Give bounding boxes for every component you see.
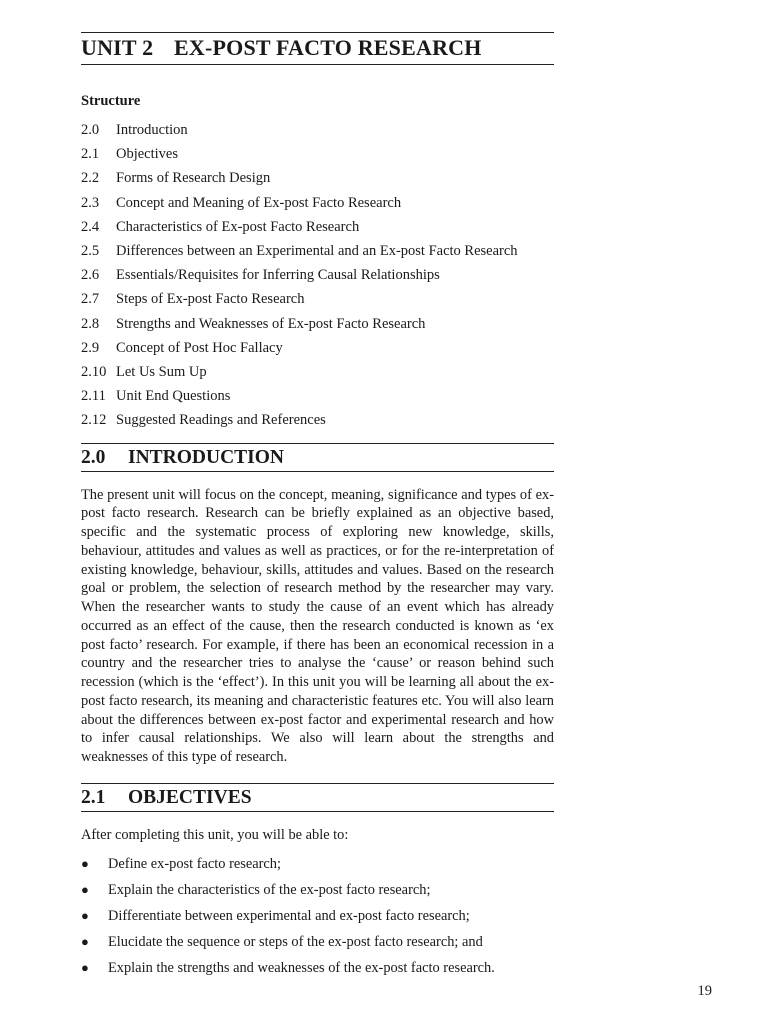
bullet-icon: ● xyxy=(81,933,89,949)
structure-item xyxy=(81,312,554,336)
unit-number: UNIT 2 xyxy=(81,35,154,60)
structure-item-label: Let Us Sum Up xyxy=(116,364,207,381)
structure-item-label: Essentials/Requisites for Inferring Causal Relationships xyxy=(116,267,440,284)
structure-item xyxy=(81,360,554,384)
section-heading xyxy=(81,444,554,471)
structure-item-number: 2.2 xyxy=(81,170,100,187)
structure-item-label: Concept of Post Hoc Fallacy xyxy=(116,339,283,356)
structure-list xyxy=(81,118,554,433)
structure-item xyxy=(81,263,554,287)
structure-item xyxy=(81,384,554,408)
structure-heading: Structure xyxy=(81,93,141,109)
structure-item-number: 2.0 xyxy=(81,122,100,138)
objective-text: Explain the strengths and weaknesses of the ex-post facto research. xyxy=(108,959,495,976)
structure-item-number: 2.4 xyxy=(81,218,100,235)
section-number: 2.1 xyxy=(81,786,106,808)
introduction-paragraph: The present unit will focus on the concept, meaning, significance and types of ex-post facto research. Research can be briefly explained as an objective based, specific and the systematic process of exploring new knowledge, skills, behaviour, attitudes and values as well as practices, or for the re-interpretation of existing knowledge, behaviour, skills, attitudes and values. Based on the research goal or problem, the selection of research method by the researcher may vary. When the researcher wants to study the cause of an event which has already occurred as an effect of the cause, then the research conducted is known as ‘ex post facto’ research. For example, if there has been an economical recession in a country and the researcher tries to analyse the ‘cause’ or reason behind such recession (which is the ‘effect’). In this unit you will be learning all about the ex-post facto research, its meaning and characteristic features etc. You will also learn about the differences between ex-post factor and experimental research and how to infer causal relationships. We also will learn about the strengths and weaknesses of this type of research. xyxy=(81,486,554,766)
unit-title-underline xyxy=(81,64,554,65)
unit-title-text: EX-POST FACTO RESEARCH xyxy=(174,35,482,60)
bullet-icon: ● xyxy=(81,881,89,897)
objective-item xyxy=(81,955,554,981)
objective-item xyxy=(81,929,554,955)
structure-item-label: Suggested Readings and References xyxy=(116,412,326,429)
structure-item-label: Strengths and Weaknesses of Ex-post Facto Research xyxy=(116,315,426,332)
objectives-intro: After completing this unit, you will be able to: xyxy=(81,826,349,843)
section-heading xyxy=(81,784,554,811)
objective-text: Explain the characteristics of the ex-post facto research; xyxy=(108,881,431,898)
structure-item-label: Introduction xyxy=(116,122,188,138)
section-number: 2.0 xyxy=(81,446,106,468)
objective-item xyxy=(81,851,554,877)
objective-item xyxy=(81,903,554,929)
structure-item xyxy=(81,408,554,432)
structure-item xyxy=(81,191,554,215)
structure-item-label: Unit End Questions xyxy=(116,388,231,405)
structure-item xyxy=(81,287,554,311)
introduction-section-header xyxy=(81,443,554,472)
structure-item-number: 2.3 xyxy=(81,194,100,211)
structure-item-number: 2.7 xyxy=(81,291,100,308)
objective-item xyxy=(81,877,554,903)
bullet-icon: ● xyxy=(81,907,89,923)
page-number: 19 xyxy=(697,983,712,999)
bullet-icon: ● xyxy=(81,959,89,975)
structure-item xyxy=(81,215,554,239)
structure-item-label: Objectives xyxy=(116,146,179,163)
structure-item-number: 2.5 xyxy=(81,243,100,260)
objectives-section-header xyxy=(81,783,554,812)
structure-item-number: 2.10 xyxy=(81,364,107,381)
bullet-icon: ● xyxy=(81,855,89,871)
structure-item-number: 2.1 xyxy=(81,146,100,163)
structure-item-label: Concept and Meaning of Ex-post Facto Research xyxy=(116,194,402,211)
structure-item-number: 2.11 xyxy=(81,388,106,405)
objectives-list xyxy=(81,851,554,981)
objective-text: Define ex-post facto research; xyxy=(108,855,281,872)
section-rule-bottom xyxy=(81,811,554,812)
structure-item-label: Forms of Research Design xyxy=(116,170,271,187)
structure-item-label: Characteristics of Ex-post Facto Research xyxy=(116,218,360,235)
page-content xyxy=(81,32,554,981)
structure-item-number: 2.8 xyxy=(81,315,100,332)
structure-item-number: 2.9 xyxy=(81,339,100,356)
structure-item xyxy=(81,166,554,190)
structure-item xyxy=(81,142,554,166)
unit-title xyxy=(81,33,554,64)
structure-item-number: 2.6 xyxy=(81,267,100,284)
structure-item-label: Steps of Ex-post Facto Research xyxy=(116,291,305,308)
structure-item xyxy=(81,239,554,263)
section-rule-bottom xyxy=(81,471,554,472)
structure-item xyxy=(81,336,554,360)
section-title-text: OBJECTIVES xyxy=(128,786,252,808)
structure-item-label: Differences between an Experimental and an Ex-post Facto Research xyxy=(116,243,518,260)
structure-item xyxy=(81,118,554,142)
objective-text: Differentiate between experimental and ex-post facto research; xyxy=(108,907,470,924)
structure-item-number: 2.12 xyxy=(81,412,107,429)
objective-text: Elucidate the sequence or steps of the ex-post facto research; and xyxy=(108,933,483,950)
section-title-text: INTRODUCTION xyxy=(128,446,285,468)
